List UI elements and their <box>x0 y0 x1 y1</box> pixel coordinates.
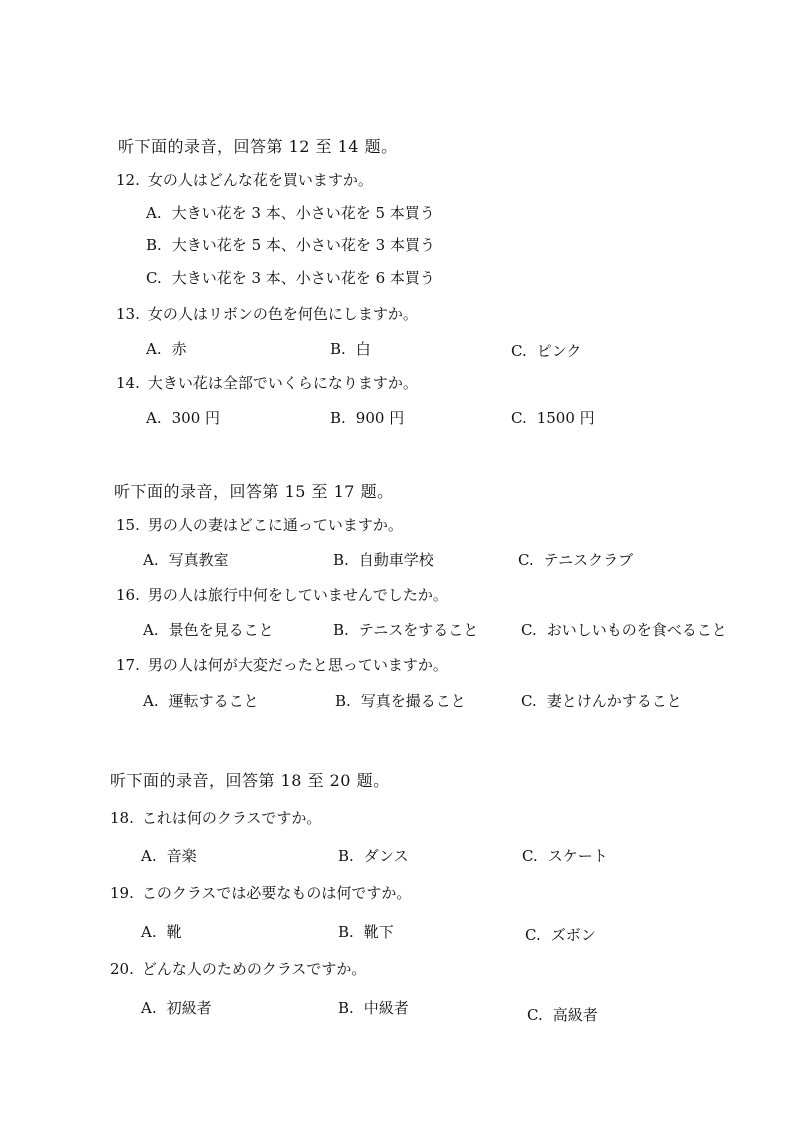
question-number: 16. <box>116 586 140 604</box>
option-text: 大きい花を 5 本、小さい花を 3 本買う <box>171 236 435 254</box>
question-text: 男の人は何が大変だったと思っていますか。 <box>147 656 448 674</box>
option-text: 白 <box>355 340 371 358</box>
option-label: C. <box>522 847 538 865</box>
section-header: 听下面的录音，回答第 18 至 20 题。 <box>110 771 390 790</box>
option <box>146 267 435 288</box>
question-text: 男の人は旅行中何をしていませんでしたか。 <box>147 586 448 604</box>
option-text: テニスをすること <box>358 621 479 639</box>
option-text: 運転すること <box>168 692 259 710</box>
option-text: 写真を撮ること <box>360 692 466 710</box>
option-text: 初級者 <box>166 999 212 1017</box>
option-text: 音楽 <box>166 847 197 865</box>
option <box>143 549 229 570</box>
question-text: これは何のクラスですか。 <box>141 809 322 827</box>
question-12 <box>116 169 373 190</box>
option-label: B. <box>333 551 349 569</box>
option-label: A. <box>146 340 162 358</box>
option <box>522 845 608 866</box>
question-number: 18. <box>110 809 134 827</box>
option-text: おいしいものを食べること <box>546 621 727 639</box>
option-label: B. <box>338 923 354 941</box>
option-label: A. <box>143 621 159 639</box>
option-text: 1500 円 <box>536 409 595 427</box>
option-label: C. <box>521 692 537 710</box>
option <box>511 340 581 361</box>
option <box>333 549 434 570</box>
question-number: 13. <box>116 305 140 323</box>
option-label: A. <box>141 999 157 1017</box>
question-text: このクラスでは必要なものは何ですか。 <box>141 884 412 902</box>
option-text: スケート <box>547 847 608 865</box>
option-label: B. <box>335 692 351 710</box>
option-text: 大きい花を 3 本、小さい花を 5 本買う <box>171 204 435 222</box>
question-number: 15. <box>116 516 140 534</box>
option <box>146 338 187 359</box>
option-text: 自動車学校 <box>358 551 434 569</box>
option-text: 900 円 <box>355 409 405 427</box>
question-19 <box>110 882 411 903</box>
option-label: B. <box>338 847 354 865</box>
question-text: 男の人の妻はどこに通っていますか。 <box>147 516 403 534</box>
option-label: C. <box>521 621 537 639</box>
option-text: 靴下 <box>363 923 394 941</box>
option-label: A. <box>146 409 162 427</box>
question-15 <box>116 514 403 535</box>
option-label: C. <box>511 342 527 360</box>
option-text: 妻とけんかすること <box>546 692 682 710</box>
option-label: C. <box>146 269 162 287</box>
option-label: A. <box>141 847 157 865</box>
question-16 <box>116 584 448 605</box>
option-label: B. <box>338 999 354 1017</box>
option <box>525 924 596 945</box>
option-text: ピンク <box>536 342 582 360</box>
question-20 <box>110 958 366 979</box>
option <box>146 234 435 255</box>
option-text: 大きい花を 3 本、小さい花を 6 本買う <box>171 269 435 287</box>
option-label: B. <box>333 621 349 639</box>
section-header: 听下面的录音，回答第 15 至 17 题。 <box>114 482 394 501</box>
option <box>141 997 212 1018</box>
option-text: 赤 <box>171 340 187 358</box>
question-number: 19. <box>110 884 134 902</box>
option <box>330 338 371 359</box>
option-text: ズボン <box>550 926 596 944</box>
option-text: 中級者 <box>363 999 409 1017</box>
option-text: 高級者 <box>552 1006 598 1024</box>
option-label: A. <box>143 551 159 569</box>
option-label: C. <box>511 409 527 427</box>
question-number: 14. <box>116 374 140 392</box>
option <box>141 845 197 866</box>
option <box>521 690 682 711</box>
option-text: 景色を見ること <box>168 621 274 639</box>
question-number: 12. <box>116 171 140 189</box>
option-text: 靴 <box>166 923 182 941</box>
option-text: 写真教室 <box>168 551 229 569</box>
question-number: 17. <box>116 656 140 674</box>
option <box>338 997 409 1018</box>
question-17 <box>116 654 448 675</box>
option <box>338 921 394 942</box>
option-text: テニスクラブ <box>543 551 634 569</box>
option-label: A. <box>143 692 159 710</box>
option-label: B. <box>146 236 162 254</box>
option <box>521 619 727 640</box>
option <box>141 921 182 942</box>
option <box>146 202 435 223</box>
option-label: C. <box>518 551 534 569</box>
option <box>143 690 259 711</box>
option-label: B. <box>330 409 346 427</box>
question-text: 大きい花は全部でいくらになりますか。 <box>147 374 418 392</box>
option <box>511 407 595 428</box>
option-label: B. <box>330 340 346 358</box>
option <box>143 619 274 640</box>
option-label: A. <box>146 204 162 222</box>
option-text: ダンス <box>363 847 409 865</box>
option-label: C. <box>527 1006 543 1024</box>
option <box>146 407 220 428</box>
question-18 <box>110 807 321 828</box>
option-label: C. <box>525 926 541 944</box>
question-text: どんな人のためのクラスですか。 <box>141 960 367 978</box>
option <box>338 845 409 866</box>
option <box>333 619 478 640</box>
option-text: 300 円 <box>171 409 221 427</box>
section-header: 听下面的录音，回答第 12 至 14 题。 <box>118 137 398 156</box>
option <box>518 549 633 570</box>
option <box>330 407 404 428</box>
option <box>335 690 466 711</box>
question-text: 女の人はどんな花を買いますか。 <box>147 171 373 189</box>
question-text: 女の人はリボンの色を何色にしますか。 <box>147 305 418 323</box>
question-13 <box>116 303 418 324</box>
question-14 <box>116 372 418 393</box>
option-label: A. <box>141 923 157 941</box>
question-number: 20. <box>110 960 134 978</box>
option <box>527 1004 598 1025</box>
